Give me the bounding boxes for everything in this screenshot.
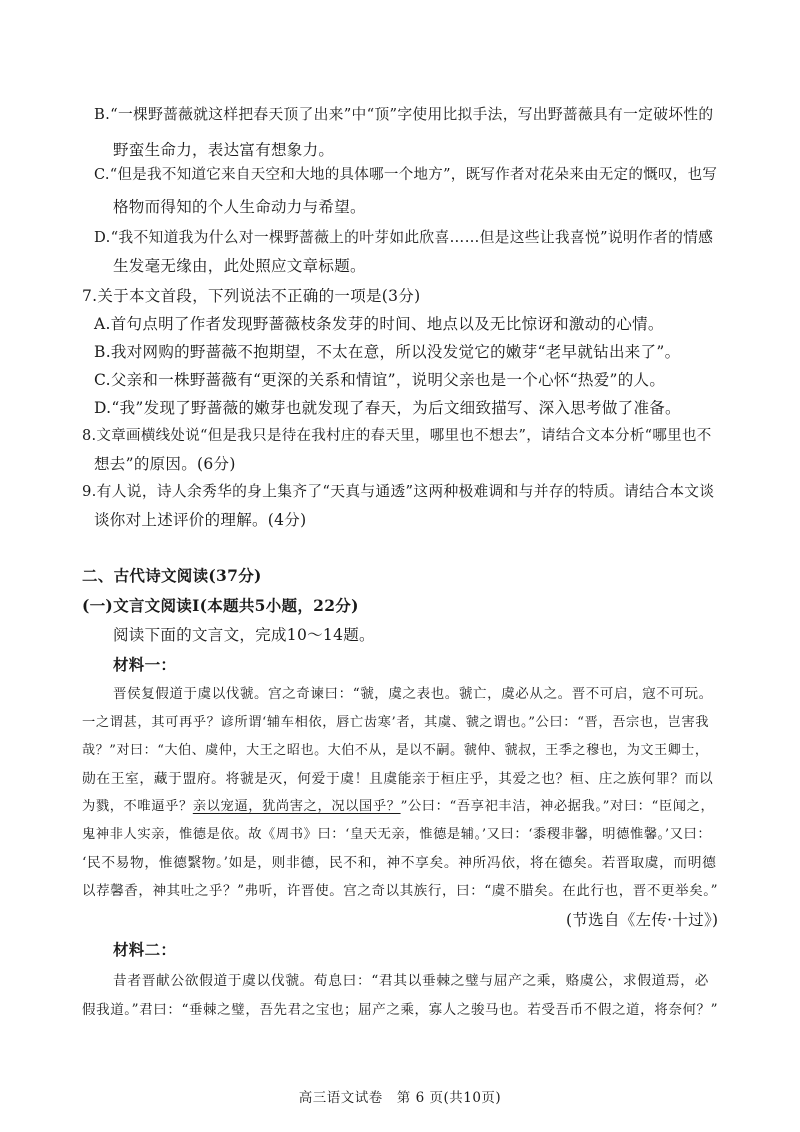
material-1-label: 材料一： xyxy=(113,655,177,674)
q7-option-c: C.父亲和一株野蔷薇有“更深的关系和情谊”，说明父亲也是一个心怀“热爱”的人。 xyxy=(94,371,666,389)
m1-line-6: 鬼神非人实亲，惟德是依。故《周书》曰：‘皇天无亲，惟德是辅。’又曰：‘黍稷非馨，明德惟馨。’又曰： xyxy=(82,827,712,842)
underlined-sentence: 亲以宠逼，犹尚害之，况以国乎？ xyxy=(192,799,401,814)
material-2-label: 材料二： xyxy=(113,940,177,959)
m1-line-5-c: ”公曰：“吾享祀丰洁，神必据我。”对曰：“臣闻之， xyxy=(400,799,715,814)
q6-option-b-line2: 野蛮生命力，表达富有想象力。 xyxy=(113,141,335,159)
q6-option-d-line2: 生发毫无缘由，此处照应文章标题。 xyxy=(113,257,366,275)
q8-line2: 想去”的原因。(6分) xyxy=(94,455,236,473)
m1-line-1: 晋侯复假道于虞以伐虢。宫之奇谏曰：“虢，虞之表也。虢亡，虞必从之。晋不可启，寇不可玩。 xyxy=(113,686,713,702)
q6-option-b-line1: B.“一棵野蔷薇就这样把春天顶了出来”中“顶”字使用比拟手法，写出野蔷薇具有一定破坏性的 xyxy=(94,106,714,123)
q7-option-b: B.我对网购的野蔷薇不抱期望，不太在意，所以没发觉它的嫩芽“老早就钻出来了”。 xyxy=(94,343,681,361)
q7-option-a: A.首句点明了作者发现野蔷薇枝条发芽的时间、地点以及无比惊讶和激动的心情。 xyxy=(94,315,664,333)
m1-line-2: 一之谓甚，其可再乎？谚所谓‘辅车相依，唇亡齿寒’者，其虞、虢之谓也。”公曰：“晋，吾宗也，岂害我 xyxy=(82,715,710,730)
m1-line-4: 勋在王室，藏于盟府。将虢是灭，何爱于虞！且虞能亲于桓庄乎，其爱之也？桓、庄之族何罪？而以 xyxy=(82,771,714,787)
m1-line-3: 哉？”对曰：“大伯、虞仲，大王之昭也。大伯不从，是以不嗣。虢仲、虢叔，王季之穆也，为文王卿士， xyxy=(82,743,709,758)
m1-line-5-a: 为戮，不唯逼乎？ xyxy=(82,799,193,814)
q6-option-c-line2: 格物而得知的个人生命动力与希望。 xyxy=(113,198,366,216)
page-footer: 高三语文试卷 第 6 页(共10页) xyxy=(298,1090,502,1106)
m1-line-5 xyxy=(82,797,714,817)
section-title: 二、古代诗文阅读(37分) xyxy=(82,566,262,585)
q9-line2: 谈你对上述评价的理解。(4分) xyxy=(94,511,307,529)
q6-option-c-line1: C.“但是我不知道它来自天空和大地的具体哪一个地方”，既写作者对花朵来由无定的慨叹，也写 xyxy=(94,167,718,183)
m2-line-1: 昔者晋献公欲假道于虞以伐虢。荀息曰：“君其以垂棘之璧与屈产之乘，赂虞公，求假道焉，必 xyxy=(113,973,709,989)
q8-line1: 8.文章画横线处说“但是我只是待在我村庄的春天里，哪里也不想去”，请结合文本分析“哪里也不 xyxy=(82,428,712,444)
material-1-source: (节选自《左传·十过》) xyxy=(566,911,719,929)
q7-stem: 7.关于本文首段，下列说法不正确的一项是(3分) xyxy=(82,287,421,305)
m2-line-2: 假我道。”君曰：“垂棘之璧，吾先君之宝也；屈产之乘，寡人之骏马也。若受吾币不假之道，将奈何？” xyxy=(82,1002,719,1018)
m1-line-8: 以荐馨香，神其吐之乎？”弗听，许晋使。宫之奇以其族行，曰：“虞不腊矣。在此行也，晋不更举矣。” xyxy=(82,883,719,899)
q6-option-d-line1: D.“我不知道我为什么对一棵野蔷薇上的叶芽如此欣喜……但是这些让我喜悦”说明作者的情感 xyxy=(94,229,714,246)
subsection-title: (一)文言文阅读Ⅰ(本题共5小题，22分) xyxy=(82,596,359,615)
q7-option-d: D.“我”发现了野蔷薇的嫩芽也就发现了春天，为后文细致描写、深入思考做了准备。 xyxy=(94,399,681,417)
q9-line1: 9.有人说，诗人余秀华的身上集齐了“天真与通透”这两种极难调和与并存的特质。请结合本文谈 xyxy=(82,483,715,500)
instruction: 阅读下面的文言文，完成10～14题。 xyxy=(113,626,375,644)
m1-line-7: ‘民不易物，惟德繄物。’如是，则非德，民不和，神不享矣。神所冯依，将在德矣。若晋取虞，而明德 xyxy=(82,855,717,871)
